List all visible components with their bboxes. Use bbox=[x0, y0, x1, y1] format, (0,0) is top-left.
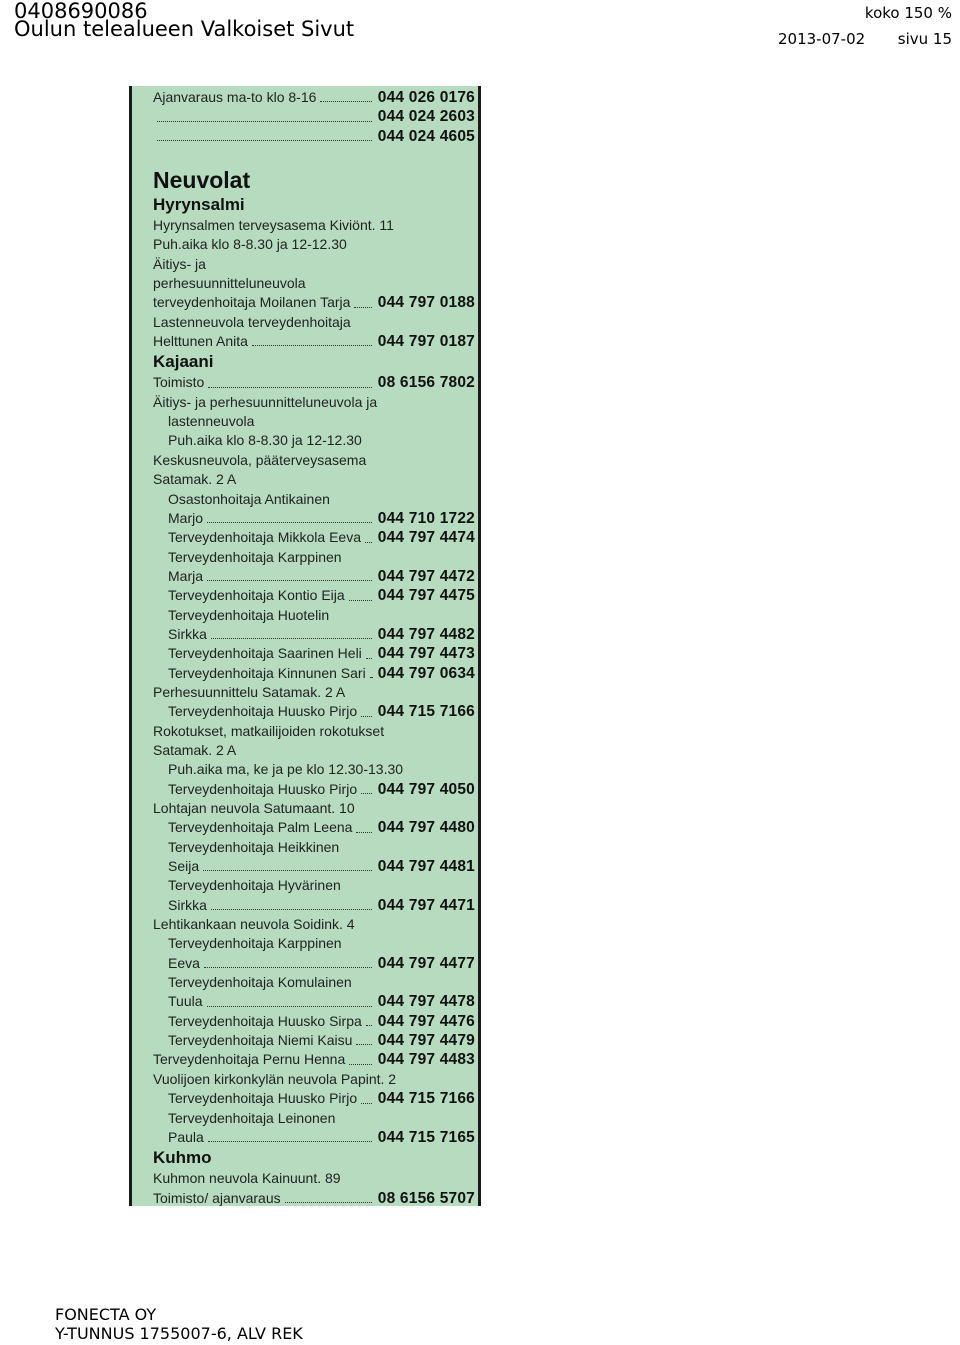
dot-leader bbox=[366, 1024, 372, 1026]
entry-label: Tuula bbox=[168, 993, 203, 1010]
dot-leader bbox=[354, 306, 371, 308]
listing-entry bbox=[153, 992, 475, 1011]
entry-label: lastenneuvola bbox=[168, 413, 255, 430]
listing-entry bbox=[153, 293, 475, 312]
header-title: Oulun telealueen Valkoiset Sivut bbox=[14, 17, 355, 41]
entry-label: Lehtikankaan neuvola Soidink. 4 bbox=[153, 916, 355, 933]
entry-label: Terveydenhoitaja Karppinen bbox=[168, 548, 342, 565]
listing-text-line bbox=[153, 973, 475, 992]
dot-leader bbox=[356, 1043, 371, 1045]
listing-text-line bbox=[153, 606, 475, 625]
entry-label: Osastonhoitaja Antikainen bbox=[168, 490, 330, 507]
subsection-heading: Kajaani bbox=[153, 352, 214, 372]
dot-leader bbox=[320, 100, 371, 102]
entry-label: terveydenhoitaja Moilanen Tarja bbox=[153, 294, 351, 311]
listing-text-line bbox=[153, 1109, 475, 1128]
dot-leader bbox=[349, 599, 372, 601]
listing-text-line bbox=[153, 490, 475, 509]
dot-leader bbox=[285, 1201, 372, 1203]
phone-number[interactable]: 044 797 4477 bbox=[377, 954, 475, 972]
entry-label: Marja bbox=[168, 567, 204, 584]
entry-label: Puh.aika klo 8-8.30 ja 12-12.30 bbox=[153, 236, 347, 253]
entry-label: Terveydenhoitaja Niemi Kaisu bbox=[168, 1032, 353, 1049]
entry-label: Terveydenhoitaja Kontio Eija bbox=[168, 587, 345, 604]
dot-leader bbox=[361, 715, 372, 717]
listing-text-line bbox=[153, 548, 475, 567]
listing-entry bbox=[153, 1189, 475, 1208]
listing-entry bbox=[153, 1089, 475, 1108]
listing-entry bbox=[153, 127, 475, 146]
phone-number[interactable]: 044 797 4483 bbox=[377, 1051, 475, 1069]
listing-entry bbox=[153, 664, 475, 683]
listing-text-line bbox=[153, 1169, 475, 1188]
entry-label: Puh.aika klo 8-8.30 ja 12-12.30 bbox=[168, 432, 362, 449]
entry-label: Hyrynsalmen terveysasema Kiviönt. 11 bbox=[153, 217, 394, 234]
entry-label: Terveydenhoitaja Huotelin bbox=[168, 606, 330, 623]
entry-label: Terveydenhoitaja Karppinen bbox=[168, 935, 342, 952]
phone-number[interactable]: 044 797 4479 bbox=[377, 1032, 475, 1050]
dot-leader bbox=[207, 1005, 372, 1007]
entry-label: Toimisto bbox=[153, 374, 205, 391]
listing-text-line bbox=[153, 274, 475, 293]
listing-entry bbox=[153, 896, 475, 915]
entry-label: Perhesuunnittelu Satamak. 2 A bbox=[153, 683, 346, 700]
subsection-heading: Kuhmo bbox=[153, 1148, 212, 1168]
entry-label: Kuhmon neuvola Kainuunt. 89 bbox=[153, 1170, 341, 1187]
entry-label: Terveydenhoitaja Huusko Pirjo bbox=[168, 780, 358, 797]
listing-text-line bbox=[153, 451, 475, 470]
entry-label: Marjo bbox=[168, 509, 204, 526]
listing-entry bbox=[153, 107, 475, 126]
phone-number[interactable]: 044 797 4474 bbox=[377, 529, 475, 547]
phone-number[interactable]: 044 715 7166 bbox=[377, 703, 475, 721]
phone-number[interactable]: 044 797 4050 bbox=[377, 780, 475, 798]
entry-label: Terveydenhoitaja Leinonen bbox=[168, 1109, 336, 1126]
entry-label: Lastenneuvola terveydenhoitaja bbox=[153, 313, 351, 330]
listing-entry bbox=[153, 1128, 475, 1147]
entry-label: Ajanvaraus ma-to klo 8-16 bbox=[153, 89, 317, 105]
phone-number[interactable]: 044 797 4481 bbox=[377, 858, 475, 876]
phone-number[interactable]: 044 797 4472 bbox=[377, 567, 475, 585]
dot-leader bbox=[203, 869, 372, 871]
listing-entry bbox=[153, 644, 475, 663]
dot-leader bbox=[157, 139, 372, 141]
dot-leader bbox=[207, 579, 372, 581]
dot-leader bbox=[207, 521, 372, 523]
page-footer bbox=[55, 1305, 303, 1343]
entry-label: Eeva bbox=[168, 954, 200, 971]
listing-entry bbox=[153, 780, 475, 799]
header-phone: 0408690086 bbox=[14, 0, 148, 23]
entry-label: Terveydenhoitaja Saarinen Heli bbox=[168, 645, 362, 662]
entry-label: Lohtajan neuvola Satumaant. 10 bbox=[153, 800, 355, 816]
listing-text-line bbox=[153, 313, 475, 332]
listing-text-line bbox=[153, 876, 475, 895]
phone-number[interactable]: 044 026 0176 bbox=[377, 89, 475, 106]
dot-leader bbox=[365, 541, 372, 543]
listing-entry bbox=[153, 1031, 475, 1050]
phone-number[interactable]: 044 710 1722 bbox=[377, 509, 475, 527]
listing-text-line bbox=[153, 760, 475, 779]
phone-number[interactable]: 044 797 0634 bbox=[377, 664, 475, 682]
listing-text-line bbox=[153, 1070, 475, 1089]
entry-label: Terveydenhoitaja Pernu Henna bbox=[153, 1051, 346, 1068]
phone-number[interactable]: 044 797 0187 bbox=[377, 333, 475, 351]
phone-number[interactable]: 044 797 4476 bbox=[377, 1012, 475, 1030]
phone-number[interactable]: 08 6156 5707 bbox=[377, 1189, 475, 1207]
listing-text-line bbox=[153, 934, 475, 953]
entry-label: Sirkka bbox=[168, 896, 207, 913]
phone-number[interactable]: 044 797 4475 bbox=[377, 587, 475, 605]
phone-number[interactable]: 08 6156 7802 bbox=[377, 374, 475, 392]
dot-leader bbox=[252, 344, 372, 346]
dot-leader bbox=[356, 831, 371, 833]
entry-label: Terveydenhoitaja Komulainen bbox=[168, 974, 352, 991]
dot-leader bbox=[349, 1063, 372, 1065]
listing-entry bbox=[153, 1050, 475, 1069]
entry-label: perhesuunnitteluneuvola bbox=[153, 275, 306, 292]
listing-text-line bbox=[153, 838, 475, 857]
entry-label: Terveydenhoitaja Kinnunen Sari bbox=[168, 664, 366, 681]
phone-number[interactable]: 044 715 7166 bbox=[377, 1090, 475, 1108]
dot-leader bbox=[204, 966, 372, 968]
listing-text-line bbox=[153, 683, 475, 702]
listing-entry bbox=[153, 818, 475, 837]
dot-leader bbox=[208, 386, 371, 388]
listing-text-line bbox=[153, 393, 475, 412]
entry-label: Terveydenhoitaja Mikkola Eeva bbox=[168, 529, 361, 546]
phone-number[interactable]: 044 024 4605 bbox=[377, 127, 475, 145]
entry-label: Sirkka bbox=[168, 625, 207, 642]
listing-text-line bbox=[153, 722, 475, 741]
subsection-heading: Hyrynsalmi bbox=[153, 195, 245, 215]
phone-number[interactable]: 044 797 0188 bbox=[377, 294, 475, 312]
listing-column bbox=[129, 86, 481, 1206]
entry-label: Toimisto/ ajanvaraus bbox=[153, 1189, 281, 1206]
listing-text-line bbox=[153, 255, 475, 274]
listing-entry bbox=[153, 954, 475, 973]
listing-text-line bbox=[153, 741, 475, 760]
phone-number[interactable]: 044 797 4471 bbox=[377, 896, 475, 914]
entry-label: Äitiys- ja bbox=[153, 255, 206, 272]
dot-leader bbox=[211, 908, 372, 910]
page-number: sivu 15 bbox=[897, 30, 952, 48]
entry-label: Terveydenhoitaja Huusko Sirpa bbox=[168, 1012, 362, 1029]
listing-entries bbox=[153, 88, 475, 1208]
entry-label: Terveydenhoitaja Huusko Pirjo bbox=[168, 1090, 358, 1107]
listing-entry bbox=[153, 702, 475, 721]
entry-label: Paula bbox=[168, 1128, 204, 1145]
section-heading: Neuvolat bbox=[153, 167, 251, 194]
footer-vat: Y-TUNNUS 1755007-6, ALV REK bbox=[55, 1324, 303, 1343]
phone-number[interactable]: 044 024 2603 bbox=[377, 108, 475, 126]
dot-leader bbox=[211, 637, 372, 639]
dot-leader bbox=[366, 657, 372, 659]
entry-label: Puh.aika ma, ke ja pe klo 12.30-13.30 bbox=[168, 761, 404, 778]
entry-label: Satamak. 2 A bbox=[153, 471, 237, 488]
phone-number[interactable]: 044 797 4482 bbox=[377, 625, 475, 643]
listing-entry bbox=[153, 567, 475, 586]
dot-leader bbox=[370, 676, 372, 678]
listing-text-line bbox=[153, 216, 475, 235]
listing-entry bbox=[153, 625, 475, 644]
entry-label: Rokotukset, matkailijoiden rokotukset bbox=[153, 722, 385, 739]
header-date: 2013-07-02 bbox=[778, 30, 866, 48]
listing-entry bbox=[153, 528, 475, 547]
dot-leader bbox=[157, 120, 372, 122]
listing-text-line bbox=[153, 470, 475, 489]
listing-entry bbox=[153, 857, 475, 876]
dot-leader bbox=[361, 792, 372, 794]
entry-label: Seija bbox=[168, 858, 200, 875]
footer-company: FONECTA OY bbox=[55, 1305, 157, 1324]
phone-number[interactable]: 044 715 7165 bbox=[377, 1128, 475, 1146]
dot-leader bbox=[208, 1140, 372, 1142]
entry-label: Terveydenhoitaja Palm Leena bbox=[168, 819, 353, 836]
listing-entry bbox=[153, 586, 475, 605]
entry-label: Helttunen Anita bbox=[153, 333, 248, 350]
phone-number[interactable]: 044 797 4473 bbox=[377, 645, 475, 663]
dot-leader bbox=[361, 1102, 372, 1104]
listing-entry bbox=[153, 373, 475, 392]
entry-label: Vuolijoen kirkonkylän neuvola Papint. 2 bbox=[153, 1070, 397, 1087]
entry-label: Terveydenhoitaja Huusko Pirjo bbox=[168, 703, 358, 720]
listing-text-line bbox=[153, 235, 475, 254]
listing-entry bbox=[153, 332, 475, 351]
listing-text-line bbox=[153, 412, 475, 431]
listing-entry bbox=[153, 88, 475, 107]
phone-number[interactable]: 044 797 4478 bbox=[377, 993, 475, 1011]
listing-text-line bbox=[153, 799, 475, 818]
entry-label: Äitiys- ja perhesuunnitteluneuvola ja bbox=[153, 393, 378, 410]
entry-label: Terveydenhoitaja Heikkinen bbox=[168, 838, 340, 855]
listing-text-line bbox=[153, 915, 475, 934]
zoom-level: koko 150 % bbox=[864, 4, 952, 22]
entry-label: Keskusneuvola, pääterveysasema bbox=[153, 451, 367, 468]
entry-label: Terveydenhoitaja Hyvärinen bbox=[168, 877, 341, 894]
listing-entry bbox=[153, 509, 475, 528]
listing-entry bbox=[153, 1012, 475, 1031]
phone-number[interactable]: 044 797 4480 bbox=[377, 819, 475, 837]
listing-text-line bbox=[153, 431, 475, 450]
entry-label: Satamak. 2 A bbox=[153, 741, 237, 758]
